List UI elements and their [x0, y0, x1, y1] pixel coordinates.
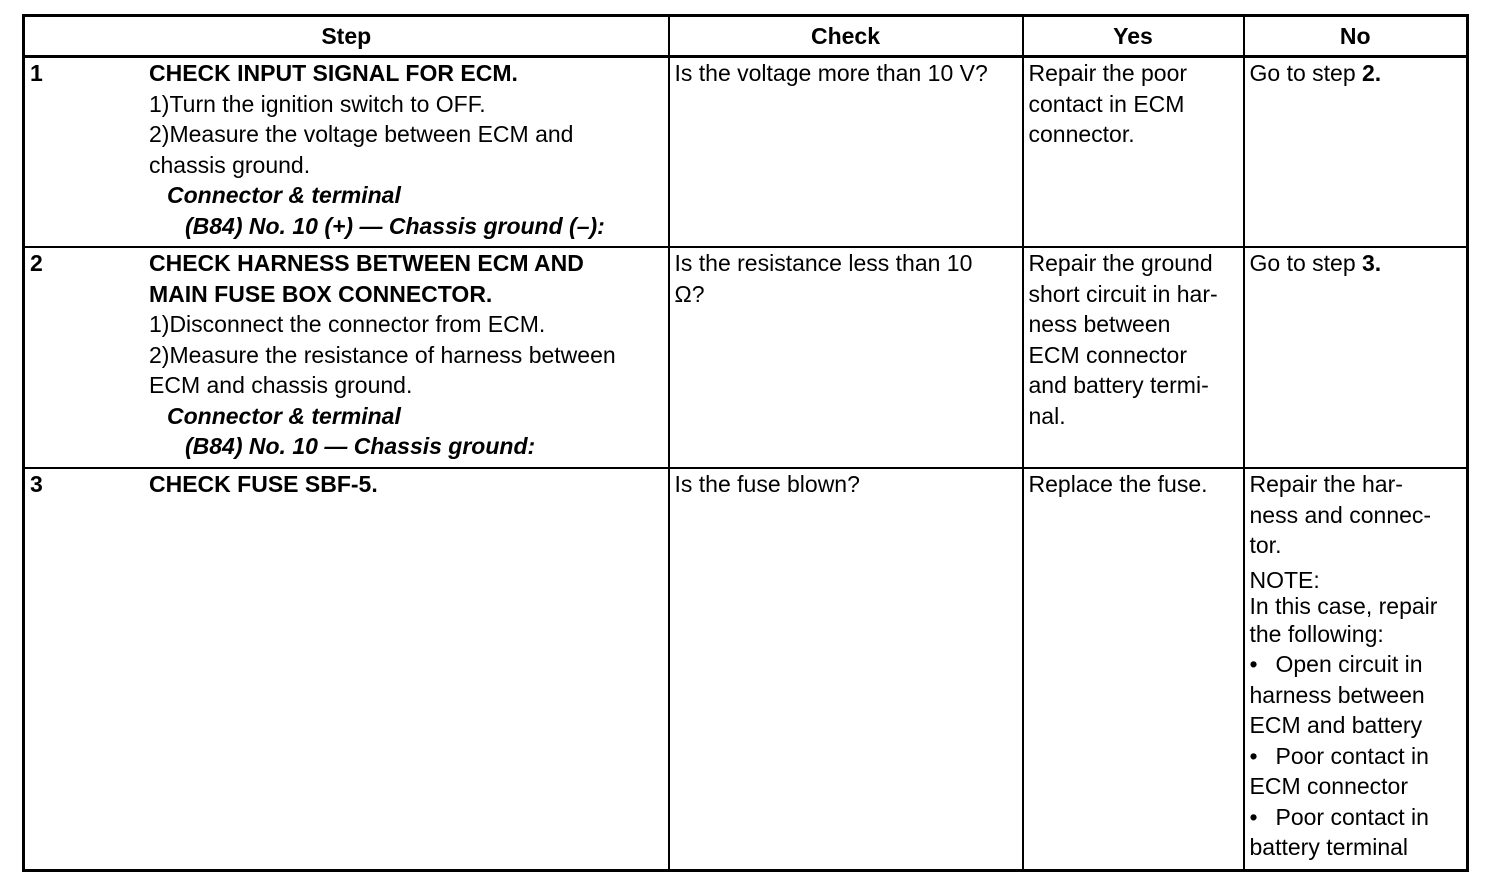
connector-terminal-label: Connector & terminal [167, 402, 401, 429]
header-yes: Yes [1023, 16, 1244, 57]
table-row [24, 468, 1468, 871]
step-title: CHECK INPUT SIGNAL FOR ECM. [149, 60, 518, 86]
no-text: ness and connec- [1249, 501, 1432, 528]
bullet-item: • Poor contact in [1245, 802, 1467, 833]
bullet-icon [1250, 743, 1276, 769]
step-instruction: chassis ground. [149, 151, 311, 178]
diagnostic-table [22, 14, 1469, 872]
yes-text: and battery termi- [1028, 372, 1209, 398]
bullet-item-cont: battery terminal [1249, 834, 1409, 860]
yes-text: ness between [1028, 311, 1171, 337]
connector-terminal-label: Connector & terminal [167, 182, 401, 208]
header-no: No [1244, 16, 1468, 57]
check-text: Is the fuse blown? [674, 471, 860, 497]
yes-cell [1023, 57, 1244, 248]
step-title: CHECK FUSE SBF-5. [149, 471, 378, 497]
bullet-item: • Open circuit in [1245, 649, 1467, 680]
note-label: NOTE: [1249, 566, 1320, 593]
check-cell [669, 247, 1023, 468]
step-link: 2. [1362, 60, 1382, 86]
yes-text: Repair the ground [1028, 250, 1213, 276]
no-cell [1244, 247, 1468, 468]
bullet-icon [1250, 651, 1276, 677]
check-text: Is the voltage more than 10 V? [674, 60, 988, 86]
yes-text: Replace the fuse. [1028, 471, 1208, 497]
step-title: MAIN FUSE BOX CONNECTOR. [149, 280, 493, 307]
connector-terminal-value: (B84) No. 10 — Chassis ground: [185, 433, 536, 459]
step-body [149, 248, 668, 462]
header-check: Check [669, 16, 1023, 57]
step-instruction: 2)Measure the resistance of harness between [149, 341, 616, 368]
step-number: 2 [30, 250, 43, 276]
yes-text: nal. [1028, 402, 1066, 429]
table-row [24, 247, 1468, 468]
check-cell [669, 468, 1023, 871]
yes-text: Repair the poor [1028, 60, 1188, 86]
step-instruction: ECM and chassis ground. [149, 372, 413, 398]
check-cell [669, 57, 1023, 248]
yes-cell [1023, 468, 1244, 871]
bullet-icon [1250, 804, 1276, 830]
step-body [149, 58, 668, 241]
bullet-item: • Poor contact in [1245, 741, 1467, 772]
step-cell [24, 247, 669, 468]
step-instruction: 1)Disconnect the connector from ECM. [149, 311, 546, 337]
yes-text: connector. [1028, 121, 1135, 147]
step-cell [24, 57, 669, 248]
step-body [149, 469, 668, 500]
yes-text: contact in ECM [1028, 90, 1185, 117]
yes-text: short circuit in har- [1028, 280, 1218, 307]
step-instruction: 1)Turn the ignition switch to OFF. [149, 90, 486, 117]
no-text: Repair the har- [1249, 471, 1403, 497]
bullet-item-cont: harness between [1249, 681, 1425, 708]
no-text: Go to step 3. [1249, 250, 1382, 276]
no-text: tor. [1249, 532, 1282, 558]
no-text: Go to step 2. [1249, 60, 1382, 86]
bullet-item-cont: ECM connector [1249, 773, 1409, 799]
yes-cell [1023, 247, 1244, 468]
note-text: In this case, repair [1249, 592, 1438, 619]
step-number: 1 [30, 60, 43, 86]
step-link: 3. [1362, 250, 1382, 276]
check-text: Is the resistance less than 10 [674, 250, 973, 276]
step-instruction: 2)Measure the voltage between ECM and [149, 121, 574, 147]
table-row [24, 57, 1468, 248]
step-title: CHECK HARNESS BETWEEN ECM AND [149, 250, 584, 276]
note-text: the following: [1249, 620, 1384, 647]
check-text: Ω? [674, 280, 705, 307]
step-cell [24, 468, 669, 871]
no-cell [1244, 57, 1468, 248]
connector-terminal-value: (B84) No. 10 (+) — Chassis ground (–): [185, 212, 605, 239]
header-row [24, 16, 1468, 57]
header-step: Step [24, 16, 669, 57]
yes-text: ECM connector [1028, 341, 1188, 368]
no-cell [1244, 468, 1468, 871]
step-number: 3 [30, 471, 43, 497]
bullet-item-cont: ECM and battery [1249, 712, 1423, 738]
